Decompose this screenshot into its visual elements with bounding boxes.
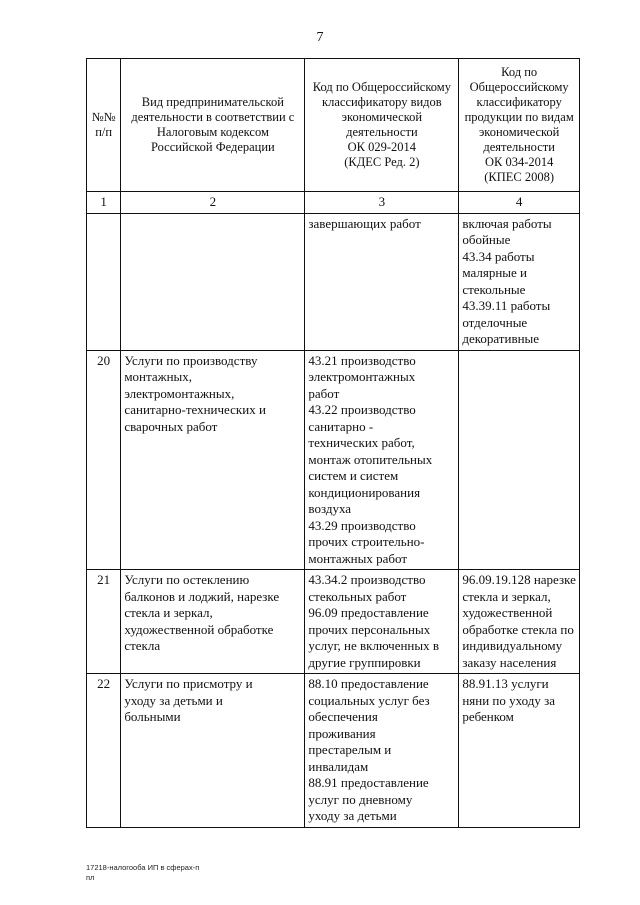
- okved-cell: [305, 350, 459, 570]
- okved-text-line: прочих строительно-: [308, 534, 425, 549]
- okpd-text-line: няни по уходу за: [462, 692, 556, 708]
- activity-text-line: санитарно-технических и: [124, 402, 266, 417]
- okpd-text-line: 43.34 работы: [462, 248, 535, 264]
- okpd-text-line: стекольные: [462, 281, 526, 297]
- header-activity-type: [121, 59, 305, 192]
- header-okpd-code: [459, 59, 580, 192]
- okpd-text-line: ребенком: [462, 709, 514, 724]
- header-text-line: ОК 034-2014: [484, 155, 554, 169]
- okpd-text-line: обойные: [462, 232, 511, 247]
- row-number: [87, 213, 121, 350]
- okved-text-line: уходу за детьми: [308, 808, 397, 823]
- header-text-line: Общероссийскому: [469, 80, 569, 94]
- page-number: 7: [316, 30, 324, 45]
- table-row: [87, 350, 580, 570]
- row-number: 21: [87, 570, 121, 674]
- header-text-line: ОК 029-2014: [347, 140, 417, 154]
- header-text-line: Вид предпринимательской: [141, 95, 284, 109]
- okved-text-line: завершающих работ: [308, 215, 421, 231]
- table-row: [87, 570, 580, 674]
- header-text-line: деятельности: [483, 140, 555, 154]
- okpd-text-line: стекла и зеркал,: [462, 588, 551, 604]
- okpd-text-line: малярные и: [462, 265, 527, 280]
- okved-text-line: 88.91 предоставление: [308, 775, 429, 790]
- okved-text-line: систем и систем: [308, 468, 399, 483]
- okpd-text-line: обработке стекла по: [462, 621, 574, 637]
- header-text-line: деятельности в соответствии с: [131, 110, 295, 124]
- okved-cell: [305, 674, 459, 828]
- activity-text-line: уходу за детьми и: [124, 692, 223, 708]
- okved-text-line: прочих персональных: [308, 621, 431, 637]
- okpd-cell: [459, 570, 580, 674]
- activity-text-line: художественной обработке: [124, 621, 274, 637]
- table-row: [87, 674, 580, 828]
- okved-text-line: 43.21 производство: [308, 352, 416, 368]
- okpd-text-line: 96.09.19.128 нарезке: [462, 572, 576, 587]
- header-text-line: продукции по видам: [464, 110, 574, 124]
- column-number-row: [87, 192, 580, 214]
- footer-line: пл: [86, 873, 95, 882]
- column-number: 4: [459, 192, 580, 214]
- column-number: 1: [87, 192, 121, 214]
- okved-text-line: инвалидам: [308, 758, 369, 774]
- header-text-line: экономической: [341, 110, 423, 124]
- okpd-cell: [459, 674, 580, 828]
- okved-text-line: услуг, не включенных в: [308, 638, 440, 653]
- activity-text-line: Услуги по производству: [124, 352, 258, 368]
- okpd-cell: [459, 213, 580, 350]
- okved-text-line: 43.22 производство: [308, 402, 416, 417]
- okved-text-line: 43.34.2 производство: [308, 572, 426, 587]
- okpd-text-line: декоративные: [462, 331, 540, 346]
- activity-text-line: Услуги по присмотру и: [124, 676, 253, 691]
- activity-text-line: электромонтажных,: [124, 385, 235, 401]
- okved-cell: [305, 570, 459, 674]
- okved-text-line: другие группировки: [308, 654, 421, 670]
- okved-text-line: кондиционирования: [308, 484, 421, 500]
- footer-line: 17218-налогооба ИП в сферах-п: [86, 863, 200, 872]
- activity-cell: [121, 350, 305, 570]
- header-text-line: (КПЕС 2008): [484, 170, 555, 184]
- okpd-text-line: 88.91.13 услуги: [462, 676, 549, 691]
- header-text-line: п/п: [95, 125, 113, 139]
- document-footer: [86, 863, 199, 883]
- okved-text-line: проживания: [308, 725, 376, 741]
- okved-text-line: 88.10 предоставление: [308, 676, 429, 691]
- okved-text-line: услуг по дневному: [308, 791, 413, 807]
- okpd-text-line: 43.39.11 работы: [462, 298, 551, 313]
- okpd-text-line: художественной: [462, 605, 553, 620]
- activity-text-line: больными: [124, 709, 181, 724]
- column-number: 3: [305, 192, 459, 214]
- header-row-number: [87, 59, 121, 192]
- okved-text-line: монтажных работ: [308, 550, 408, 566]
- okved-text-line: престарелым и: [308, 742, 392, 757]
- okved-text-line: санитарно -: [308, 418, 374, 434]
- okved-text-line: 43.29 производство: [308, 517, 416, 533]
- activity-text-line: сварочных работ: [124, 418, 218, 434]
- okpd-text-line: отделочные: [462, 314, 528, 330]
- activity-cell: [121, 674, 305, 828]
- activity-text-line: Услуги по остеклению: [124, 572, 250, 587]
- header-okved-code: [305, 59, 459, 192]
- table-row: [87, 213, 580, 350]
- okved-text-line: обеспечения: [308, 709, 378, 724]
- activity-text-line: балконов и лоджий, нарезке: [124, 588, 280, 604]
- activity-text-line: стекла: [124, 638, 161, 653]
- okpd-text-line: заказу населения: [462, 654, 557, 670]
- table-header-row: [87, 59, 580, 192]
- activity-text-line: монтажных,: [124, 369, 193, 384]
- okved-text-line: технических работ,: [308, 435, 415, 450]
- activity-cell: [121, 570, 305, 674]
- okved-text-line: воздуха: [308, 501, 352, 516]
- activity-codes-table: [86, 58, 580, 828]
- header-text-line: Код по Общероссийскому: [312, 80, 451, 94]
- header-text-line: №№: [91, 110, 116, 124]
- header-text-line: классификатору: [476, 95, 562, 109]
- header-text-line: деятельности: [346, 125, 418, 139]
- header-text-line: Российской Федерации: [150, 140, 275, 154]
- header-text-line: Налоговым кодексом: [156, 125, 269, 139]
- row-number: 22: [87, 674, 121, 828]
- header-text-line: классификатору видов: [322, 95, 442, 109]
- okved-text-line: работ: [308, 385, 340, 401]
- okved-cell: [305, 213, 459, 350]
- okved-text-line: электромонтажных: [308, 369, 416, 384]
- okved-text-line: 96.09 предоставление: [308, 605, 429, 620]
- row-number: 20: [87, 350, 121, 570]
- okved-text-line: социальных услуг без: [308, 692, 430, 708]
- okpd-text-line: индивидуальному: [462, 638, 563, 653]
- okpd-text-line: включая работы: [462, 215, 552, 231]
- table-body: [87, 213, 580, 827]
- header-text-line: Код по: [501, 65, 538, 79]
- okved-text-line: стекольных работ: [308, 588, 407, 604]
- okved-text-line: монтаж отопительных: [308, 451, 433, 467]
- column-number: 2: [121, 192, 305, 214]
- okpd-cell: [459, 350, 580, 570]
- header-text-line: экономической: [478, 125, 560, 139]
- activity-text-line: стекла и зеркал,: [124, 605, 213, 620]
- activity-cell: [121, 213, 305, 350]
- header-text-line: (КДЕС Ред. 2): [344, 155, 420, 169]
